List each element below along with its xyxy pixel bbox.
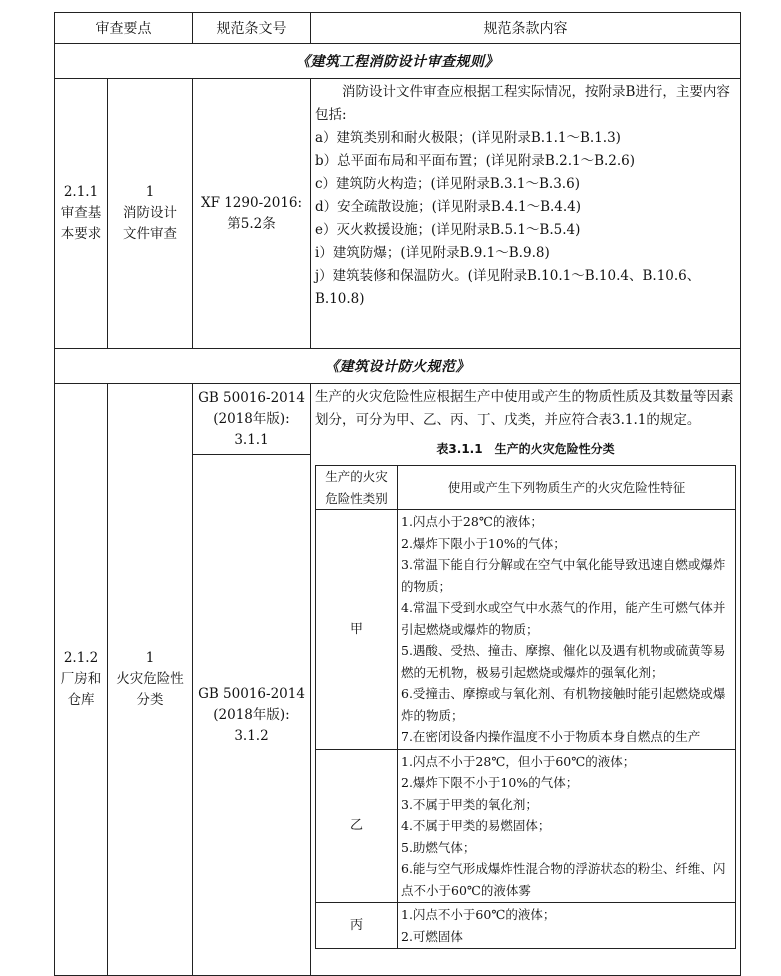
feature-item: 5.助燃气体；	[401, 839, 476, 855]
feature-item: 6.受撞击、摩擦或与氧化剂、有机物接触时能引起燃烧或爆炸的物质；	[401, 686, 726, 723]
clause-item: e）灭火救援设施；(详见附录B.5.1～B.5.4)	[315, 222, 581, 238]
hazard-class-features	[398, 903, 736, 949]
code-line: 第5.2条	[227, 215, 276, 232]
hazard-class-features	[398, 510, 736, 750]
feature-item: 2.爆炸下限不小于10%的气体；	[401, 775, 579, 790]
clause-content-cell	[311, 79, 741, 349]
feature-item: 1.闪点不小于28℃，但小于60℃的液体；	[401, 753, 636, 769]
clause-item: c）建筑防火构造；(详见附录B.3.1～B.3.6)	[315, 176, 580, 192]
sub-point-cell	[108, 384, 193, 976]
section-title-review-rules: 《建筑工程消防设计审查规则》	[55, 44, 741, 79]
clause-text: 生产的火灾危险性应根据生产中使用或产生的物质性质及其数量等因素划分，可分为甲、乙、丙、丁、戊类，并应符合表3.1.1的规定。	[315, 389, 734, 428]
feature-item: 1.闪点小于28℃的液体；	[401, 514, 543, 529]
sub-line: 1	[145, 650, 155, 666]
code-block-3-1-1	[193, 384, 310, 455]
feature-item: 4.常温下受到水或空气中水蒸气的作用，能产生可燃气体并引起燃烧或爆炸的物质；	[401, 600, 726, 637]
header-row	[55, 13, 741, 44]
feature-item: 1.闪点不小于60℃的液体；	[401, 907, 556, 922]
table-caption: 表3.1.1 生产的火灾危险性分类	[436, 442, 615, 456]
point-line: 审查基	[60, 205, 102, 221]
code-line: 3.1.1	[234, 431, 269, 448]
code-line: (2018年版):	[213, 706, 290, 723]
feature-item: 4.不属于甲类的易燃固体；	[401, 818, 551, 833]
inner-header-line: 生产的火灾	[325, 469, 388, 484]
code-line: XF 1290-2016:	[200, 194, 303, 211]
inner-header-row	[316, 466, 736, 510]
code-line: (2018年版):	[213, 410, 290, 427]
sub-line: 消防设计	[123, 205, 177, 221]
clause-content-cell	[311, 384, 741, 976]
inner-header-category	[316, 466, 398, 510]
header-code-number: 规范条文号	[193, 13, 311, 44]
code-cell	[193, 384, 311, 976]
inner-header-feature: 使用或产生下列物质生产的火灾危险性特征	[398, 466, 736, 510]
sub-line: 火灾危险性	[116, 671, 184, 687]
feature-item: 6.能与空气形成爆炸性混合物的浮游状态的粉尘、纤维、闪点不小于60℃的液体雾	[401, 861, 726, 898]
sub-point-cell	[108, 79, 193, 349]
header-clause-content: 规范条款内容	[311, 13, 741, 44]
review-point-cell	[55, 79, 108, 349]
hazard-class-label: 乙	[316, 749, 398, 903]
hazard-class-row	[316, 903, 736, 949]
sub-line: 文件审查	[123, 226, 177, 242]
feature-item: 3.常温下能自行分解或在空气中氧化能导致迅速自燃或爆炸的物质；	[401, 557, 726, 594]
hazard-class-row	[316, 510, 736, 750]
section-title-fire-code: 《建筑设计防火规范》	[55, 349, 741, 384]
clause-item: i）建筑防爆；(详见附录B.9.1～B.9.8)	[315, 245, 550, 261]
section-row	[55, 44, 741, 79]
hazard-class-features	[398, 749, 736, 903]
code-line: GB 50016-2014	[198, 685, 305, 702]
hazard-class-label: 丙	[316, 903, 398, 949]
feature-item: 5.遇酸、受热、撞击、摩擦、催化以及遇有机物或硫黄等易燃的无机物，极易引起燃烧或爆炸的强氧化剂；	[401, 643, 726, 680]
review-point-cell	[55, 384, 108, 976]
point-line: 仓库	[67, 692, 95, 708]
table-row	[55, 79, 741, 349]
clause-item: a）建筑类别和耐火极限；(详见附录B.1.1～B.1.3)	[315, 130, 621, 146]
point-line: 厂房和	[60, 671, 102, 687]
review-table	[54, 12, 741, 976]
hazard-class-table	[315, 465, 736, 949]
header-review-point: 审查要点	[55, 13, 193, 44]
clause-item: d）安全疏散设施；(详见附录B.4.1～B.4.4)	[315, 199, 582, 215]
code-cell	[193, 79, 311, 349]
section-row	[55, 349, 741, 384]
sub-line: 1	[145, 184, 155, 200]
clause-item: j）建筑装修和保温防火。(详见附录B.10.1～B.10.4、B.10.6、B.10.8)	[315, 268, 701, 307]
inner-header-line: 危险性类别	[325, 490, 388, 506]
point-line: 2.1.2	[63, 650, 99, 666]
clause-item: b）总平面布局和平面布置；(详见附录B.2.1～B.2.6)	[315, 153, 636, 169]
point-line: 2.1.1	[63, 184, 99, 200]
hazard-class-label: 甲	[316, 510, 398, 750]
feature-item: 2.可燃固体	[401, 928, 463, 944]
feature-item: 2.爆炸下限小于10%的气体；	[401, 535, 566, 551]
feature-item: 3.不属于甲类的氧化剂；	[401, 796, 538, 812]
feature-item: 7.在密闭设备内操作温度不小于物质本身自燃点的生产	[401, 729, 701, 744]
point-line: 本要求	[60, 226, 102, 242]
clause-intro: 消防设计文件审查应根据工程实际情况，按附录B进行，主要内容包括:	[315, 84, 730, 123]
code-line: 3.1.2	[234, 727, 269, 744]
code-block-3-1-2	[193, 455, 310, 975]
code-line: GB 50016-2014	[198, 389, 305, 406]
table-row	[55, 384, 741, 976]
hazard-class-row	[316, 749, 736, 903]
sub-line: 分类	[136, 692, 164, 708]
